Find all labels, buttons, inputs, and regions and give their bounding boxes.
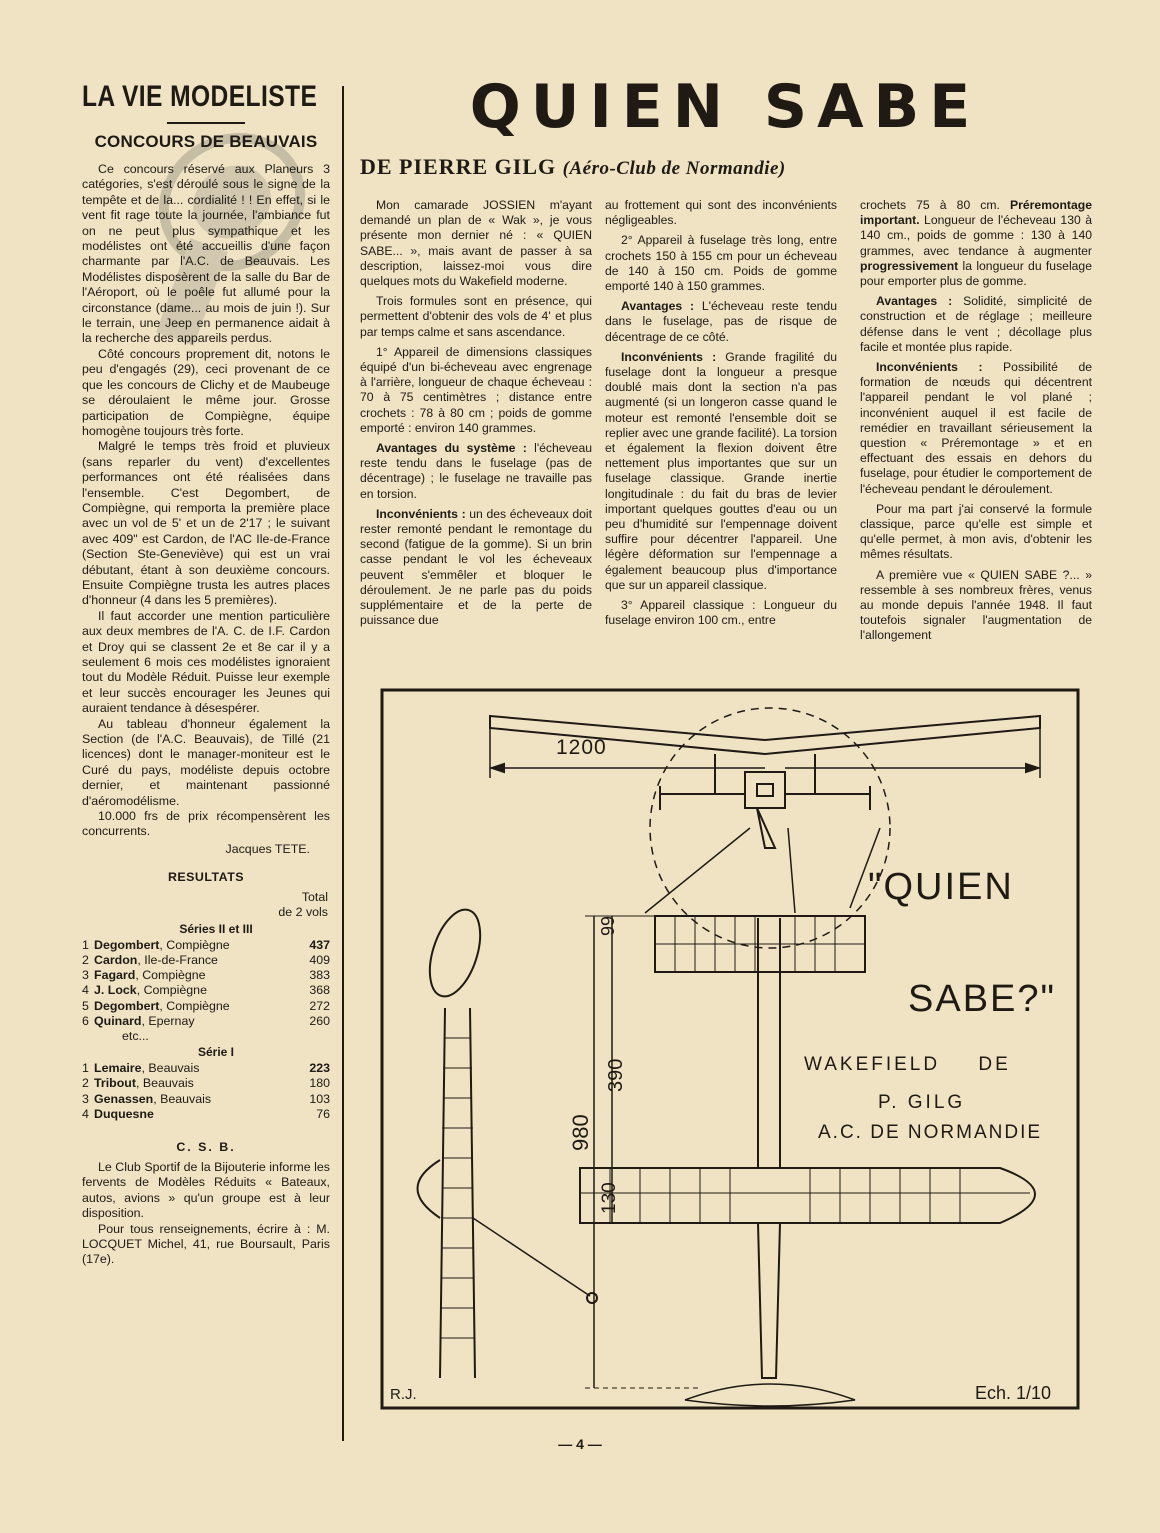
results-table-series-1 [82,938,330,1029]
drawing-title-1: "QUIEN [868,866,1014,908]
article-paragraph: Trois formules sont en présence, qui permettent d'obtenir des vols de 4' et plus par temps calme et sans ascendance. [360,294,592,339]
result-score: 437 [309,937,330,952]
article-paragraph [860,198,1092,289]
result-score: 76 [316,1106,330,1121]
article-paragraph [360,507,592,629]
result-row [82,968,330,983]
result-row [82,1076,330,1091]
label: Inconvénients : [621,349,717,364]
result-score: 383 [309,968,330,983]
dim-total-label: 980 [568,1114,593,1151]
label: progressivement [860,258,959,273]
label: Avantages du système : [376,441,527,456]
column-divider [342,86,344,1441]
result-score: 180 [309,1076,330,1091]
article-byline [360,154,1080,180]
left-paragraph: Côté concours proprement dit, notons le peu d'engagés (29), ceci provenant de ce que les concours de Clichy et de Maubeuge se déroulaient le même jour. Grosse participation de Compiègne, équipe homogène toujours très forte. [82,346,330,438]
competitor-name: Degombert [94,937,160,952]
result-rank: 3 [82,968,89,983]
result-competitor [94,999,290,1014]
competitor-name: Genassen [94,1091,154,1106]
result-rank: 1 [82,1061,89,1076]
section-title: CONCOURS DE BEAUVAIS [94,132,318,151]
competitor-name: Lemaire [94,1061,142,1076]
results-head-flights: de 2 vols [278,904,328,919]
left-paragraph: Il faut accorder une mention particulière aux deux membres de l'A. C. de I.F. Cardon et Droy qui se classent 2e et 8e car il y a seulement 6 mois ces modélistes ignoraient tout du Modèle Réduit. Puisse leur exemple et leur succès encourager les Jeunes qui auraient tendance à désespérer. [82,608,330,716]
drawing-title-2: SABE?" [908,978,1057,1020]
competitor-name: J. Lock [94,983,137,998]
left-paragraph: Malgré le temps très froid et pluvieux (sans reparler du vent) d'excellentes performances ont été réalisées dans l'ensemble. C'est Degombert, de Compiègne, qui remporta la première place avec un vol de 5' et un de 2'17 ; le suivant avec 409" est Cardon, de l'AC Ile-de-France (Section Ste-Geneviève) qui est un vrai débutant, étant à son deuxième concours. Ensuite Compiègne trusta les autres places d'honneur (4 dans les 5 premières). [82,439,330,608]
result-row [82,1061,330,1076]
byline-club: (Aéro-Club de Normandie) [562,158,786,179]
competitor-club: , Compiègne [159,998,230,1013]
rubric-rule [167,122,245,124]
article-paragraph [860,360,1092,497]
result-score: 368 [309,983,330,998]
article-column-3 [860,198,1092,644]
page-number: — 4 — [558,1436,602,1452]
propeller [685,1384,855,1406]
result-rank: 3 [82,1091,89,1106]
article-paragraph: 3° Appareil classique : Longueur du fuselage environ 100 cm., entre [605,598,837,628]
result-row [82,1107,330,1122]
fin [420,903,490,1002]
results-table-series-2 [82,1061,330,1122]
series-title: Séries II et III [179,921,253,936]
csb-paragraph: Pour tous renseignements, écrire à : M. LOCQUET Michel, 41, rue Boursault, Paris (17e). [82,1221,330,1267]
result-score: 103 [309,1091,330,1106]
competitor-club: , Beauvais [135,1076,194,1091]
dim-tail-label: 99 [598,915,618,936]
result-rank: 2 [82,1076,89,1091]
dim-wing-label: 130 [599,1182,620,1214]
label: Préremontage important. [860,198,1092,228]
competitor-name: Duquesne [94,1106,154,1121]
article-paragraph: Mon camarade JOSSIEN m'ayant demandé un plan de « Wak », je vous présente mon dernier né : « QUIEN SABE... », mais avant de passer à sa description, laissez-moi vous dire quelques mots du Wakefield moderne. [360,198,592,289]
drawing-subtitle-2: P. GILG [878,1092,966,1113]
dim-span-label: 1200 [556,736,607,759]
competitor-club: , Beauvais [153,1091,212,1106]
result-competitor [94,953,290,968]
article-paragraph: 2° Appareil à fuselage très long, entre crochets 150 à 155 cm pour un écheveau de 140 à 150 cm. Poids de gomme emporté 140 à 150 grammes. [605,233,837,294]
result-competitor [94,938,290,953]
results-head-total: Total [301,889,328,904]
result-rank: 1 [82,937,89,952]
drawing-initials: R.J. [390,1386,417,1403]
article-paragraph [605,350,837,593]
text: Solidité, simplicité de construction et de réglage ; meilleure défense dans le vent ; décollage plus facile et montée plus rapide. [860,294,1093,354]
left-paragraph: Au tableau d'honneur également la Section (de l'A.C. Beauvais), de Tillé (21 licences) dont le manager-moniteur est le Curé du pays, modéliste depuis octobre dernier, et maintenant passionné d'aéromodélisme. [82,716,330,808]
competitor-name: Fagard [94,968,136,983]
result-competitor [94,1014,290,1029]
dashed-circle [650,708,890,948]
result-rank: 5 [82,998,89,1013]
competitor-club: , Ile-de-France [137,953,218,968]
text: Grande fragilité du fuselage dont la longueur a presque doublé mais dont la section n'a pas augmenté (si un longeron casse quand le moteur est remonté l'ensemble doit se replier avec une grande facilité). La torsion et également la flexion doivent être nettement plus importantes que sur un fuselage classique. Grande inertie longitudinale : du fait du bras de levier important quelques gouttes d'eau ou un peu d'humidité sur l'empennage doivent suffire pour décentrer l'appareil. Une légère déformation sur l'empennage a également beaucoup plus d'importance que sur un appareil classique. [605,349,838,592]
drawing-frame [382,690,1078,1408]
article-paragraph [605,299,837,345]
article-paragraph: A première vue « QUIEN SABE ?... » ressemble à ses nombreux frères, venus au monde depuis l'année 1948. Il faut toutefois signaler l'augmentation de l'allongement [860,567,1092,643]
result-score: 409 [309,953,330,968]
competitor-club: , Epernay [141,1013,195,1028]
article-title: QUIEN SABE [469,72,981,142]
article-column-1 [360,198,592,628]
article-paragraph: 1° Appareil de dimensions classiques équipé d'un bi-écheveau avec engrenage à l'arrière, longueur de chaque écheveau : 70 à 75 centimètres ; distance entre crochets : 78 à 80 cm ; poids de gomme emporté : environ 140 grammes. [360,344,592,435]
result-rank: 2 [82,953,89,968]
result-competitor [94,1092,290,1107]
article-paragraph: Pour ma part j'ai conservé la formule classique, parce qu'elle est simple et qu'elle permet, à mon avis, d'obtenir les mêmes résultats. [860,501,1092,562]
text: un des écheveaux doit rester remonté pendant le remontage du second (fatigue de la gomme). Si un brin casse pendant le vol les écheveaux peuvent s'emmêler et bloquer le déroulement. Je ne parle pas du poids supplémentaire et de la perte de puissance due [360,506,592,628]
text: la longueur du fuselage pour emporter plus de gomme. [860,258,1092,289]
text: Possibilité de formation de nœuds qui décentrent l'appareil pendant le vol plané ; inconvénient auquel il est facile de remédier en travaillant sérieusement la question « Préremontage » et en effectuant des essais en dehors du fuselage, pour étudier le comportement de l'écheveau pendant le déroulement. [860,360,1092,496]
result-row [82,983,330,998]
left-paragraph: 10.000 frs de prix récompensèrent les concurrents. [82,809,330,839]
competitor-name: Quinard [94,1013,142,1028]
main-wing [580,1168,1035,1223]
csb-paragraph: Le Club Sportif de la Bijouterie informe les fervents de Modèles Réduits « Bateaux, autos, avions » qu'un groupe est à leur disposition. [82,1159,330,1221]
competitor-name: Degombert [94,998,160,1013]
result-score: 223 [309,1061,330,1076]
competitor-club: , Compiègne [136,983,207,998]
left-column [82,80,330,1268]
result-row [82,1014,330,1029]
competitor-club: , Compiègne [159,937,230,952]
signature: Jacques TETE. [225,841,310,856]
result-competitor [94,1107,290,1122]
result-rank: 6 [82,1013,89,1028]
article-paragraph [360,441,592,502]
fuselage-section [745,772,785,808]
drawing-subtitle-3: A.C. DE NORMANDIE [818,1122,1043,1143]
result-rank: 4 [82,983,89,998]
series-title: Série I [197,1045,235,1060]
results-title: RESULTATS [167,869,245,884]
competitor-club: , Beauvais [141,1061,200,1076]
byline-author: DE PIERRE GILG [360,154,557,179]
result-row [82,999,330,1014]
result-competitor [94,1076,290,1091]
article-paragraph: au frottement qui sont des inconvénients négligeables. [605,198,837,228]
text: l'écheveau reste tendu dans le fuselage (pas de décentrage) ; le fuselage ne travaille pas en torsion. [360,441,592,501]
result-competitor [94,1061,290,1076]
plan-svg [380,688,1080,1410]
csb-title: C. S. B. [176,1139,236,1154]
competitor-name: Tribout [94,1076,136,1091]
rubric-title: LA VIE MODELISTE [82,80,318,113]
text: crochets 75 à 80 cm. [860,198,1011,212]
result-rank: 4 [82,1106,89,1121]
result-row [82,953,330,968]
competitor-club: , Compiègne [135,968,206,983]
result-competitor [94,983,290,998]
drawing-subtitle-1: WAKEFIELD DE [804,1054,1011,1075]
label: Avantages : [621,299,695,314]
result-row [82,938,330,953]
left-paragraph: Ce concours réservé aux Planeurs 3 catégories, s'est déroulé sous le signe de la tempête et de la... cordialité ! ! En effet, si le vent fit rage toute la journée, l'ambiance fut on ne peut plus sympathique et les modélistes ont été accueillis d'une façon charmante par l'A.C. de Beauvais. Les Modélistes disposèrent de la salle du Bar de l'Aéroport, où le poêle fut allumé pour la circonstance (dame... au mois de juin !). Sur le terrain, une Jeep en permanence aidait à la recherche des appareils perdus. [82,162,330,346]
label: Inconvénients : [876,360,983,375]
result-score: 260 [309,1013,330,1028]
text: Longueur de l'écheveau 130 à 140 cm., poids de gomme : 130 à 140 grammes, avec tendance à augmenter [860,213,1092,258]
result-competitor [94,968,290,983]
competitor-name: Cardon [94,953,138,968]
label: Inconvénients : [376,506,466,521]
dim-mid-label: 390 [605,1058,627,1092]
result-score: 272 [309,998,330,1013]
drawing-scale: Ech. 1/10 [975,1383,1052,1403]
article-paragraph [860,294,1092,355]
label: Avantages : [876,294,953,309]
text: L'écheveau reste tendu dans le fuselage, pas de risque de décentrage de ce côté. [605,299,837,344]
article-column-2 [605,198,837,628]
model-plan-drawing [380,688,1080,1410]
side-nose [418,1160,441,1218]
results-etc: etc... [122,1029,149,1044]
result-row [82,1092,330,1107]
